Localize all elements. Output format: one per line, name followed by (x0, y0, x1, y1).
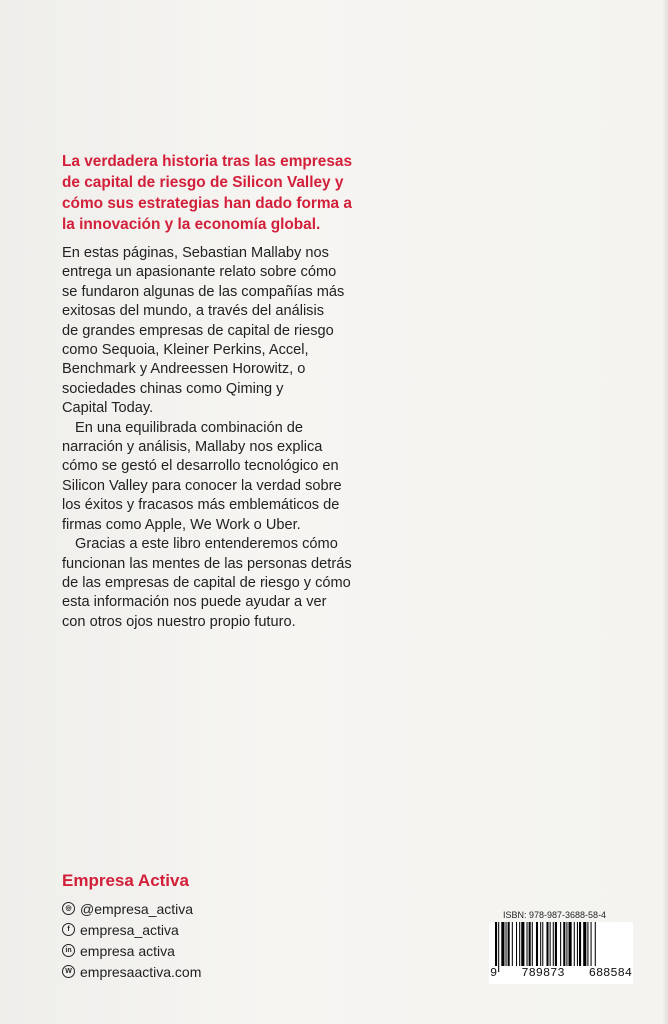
text-line: de grandes empresas de capital de riesgo (62, 322, 334, 339)
barcode-bar (532, 922, 533, 966)
barcode-digit-group: 9 (490, 966, 498, 980)
isbn-label: ISBN: 978-987-3688-58-4 (503, 910, 607, 920)
text-line: En estas páginas, Sebastian Mallaby nos (62, 245, 329, 261)
barcode-bar (555, 922, 557, 966)
text-line: En una equilibrada combinación de (75, 419, 303, 436)
barcode-digit-group: 688584 (588, 966, 632, 980)
text-line: los éxitos y fracasos más emblemáticos de (62, 497, 340, 514)
social-web (62, 961, 201, 982)
barcode-bar (519, 922, 520, 966)
barcode-digit-group: 789873 (521, 966, 565, 980)
linkedin-icon: in (62, 944, 75, 957)
barcode-bar (560, 922, 561, 966)
instagram-icon: ◎ (62, 902, 75, 915)
barcode-bar (540, 922, 541, 966)
text-line: como Sequoia, Kleiner Perkins, Accel, (62, 342, 309, 359)
barcode-bar (506, 922, 507, 966)
barcode-bar (587, 922, 588, 966)
text-line: esta información nos puede ayudar a ver (62, 594, 327, 611)
barcode-bar (512, 922, 513, 966)
headline-line: la innovación y la economía global. (62, 216, 321, 233)
text-line: Benchmark y Andreessen Horowitz, o (62, 361, 306, 378)
text-line: sociedades chinas como Qiming y (62, 380, 284, 397)
barcode-bar (579, 922, 581, 966)
barcode-bars (489, 922, 633, 972)
text-line: entrega un apasionante relato sobre cómo (62, 264, 337, 281)
barcode-bar (595, 922, 596, 972)
barcode-bar (550, 922, 551, 966)
barcode-bar (563, 922, 565, 966)
spine-shadow (662, 0, 668, 1024)
text-line: exitosas del mundo, a través del análisis (62, 303, 325, 320)
barcode-bar (516, 922, 517, 966)
web-icon: W (62, 965, 75, 978)
social-handle: empresa_activa (80, 921, 179, 938)
text-line: funcionan las mentes de las personas detrás (62, 555, 352, 572)
social-facebook (62, 919, 201, 940)
headline (62, 151, 402, 235)
synopsis-paragraph-3 (62, 535, 442, 632)
barcode-bar (536, 922, 538, 966)
barcode-bar (583, 922, 586, 966)
synopsis-paragraph-1 (62, 244, 442, 419)
text-line: narración y análisis, Mallaby nos explica (62, 439, 323, 456)
text-line: con otros ojos nuestro propio futuro. (62, 613, 296, 630)
social-handle: empresaactiva.com (80, 963, 202, 980)
barcode-bar (527, 922, 528, 966)
text-line: se fundaron algunas de las compañías más (62, 283, 345, 300)
barcode-bar (553, 922, 554, 966)
social-linkedin (62, 940, 201, 961)
barcode-bar (498, 922, 499, 972)
synopsis-paragraph-2 (62, 419, 442, 535)
headline-line: La verdadera historia tras las empresas (62, 153, 353, 170)
barcode-bar (566, 922, 567, 966)
text-line: Gracias a este libro entenderemos cómo (75, 536, 338, 553)
text-line: firmas como Apple, We Work o Uber. (62, 516, 301, 533)
barcode-bar (577, 922, 578, 966)
text-line: Capital Today. (62, 400, 154, 417)
publisher-socials (62, 898, 201, 982)
headline-line: cómo sus estrategias han dado forma a (62, 195, 352, 212)
barcode-bar (508, 922, 510, 966)
barcode-bar (521, 922, 524, 966)
barcode-bar (574, 922, 575, 966)
barcode-bar (591, 922, 592, 966)
barcode-bar (501, 922, 504, 966)
headline-line: de capital de riesgo de Silicon Valley y (62, 174, 344, 191)
barcode-bar (495, 922, 497, 972)
text-line: Silicon Valley para conocer la verdad sobre (62, 477, 342, 494)
social-handle: @empresa_activa (80, 900, 194, 917)
publisher-name: Empresa Activa (62, 871, 189, 890)
barcode-bar (542, 922, 543, 966)
barcode-bar (546, 922, 548, 972)
social-instagram (62, 898, 201, 919)
barcode-bar (569, 922, 572, 966)
social-handle: empresa activa (80, 942, 175, 959)
text-line: de las empresas de capital de riesgo y cómo (62, 574, 351, 591)
text-line: cómo se gestó el desarrollo tecnológico en (62, 458, 339, 475)
facebook-icon: f (62, 923, 75, 936)
barcode-digits (489, 966, 633, 980)
barcode-bar (529, 922, 531, 966)
synopsis (62, 244, 442, 632)
